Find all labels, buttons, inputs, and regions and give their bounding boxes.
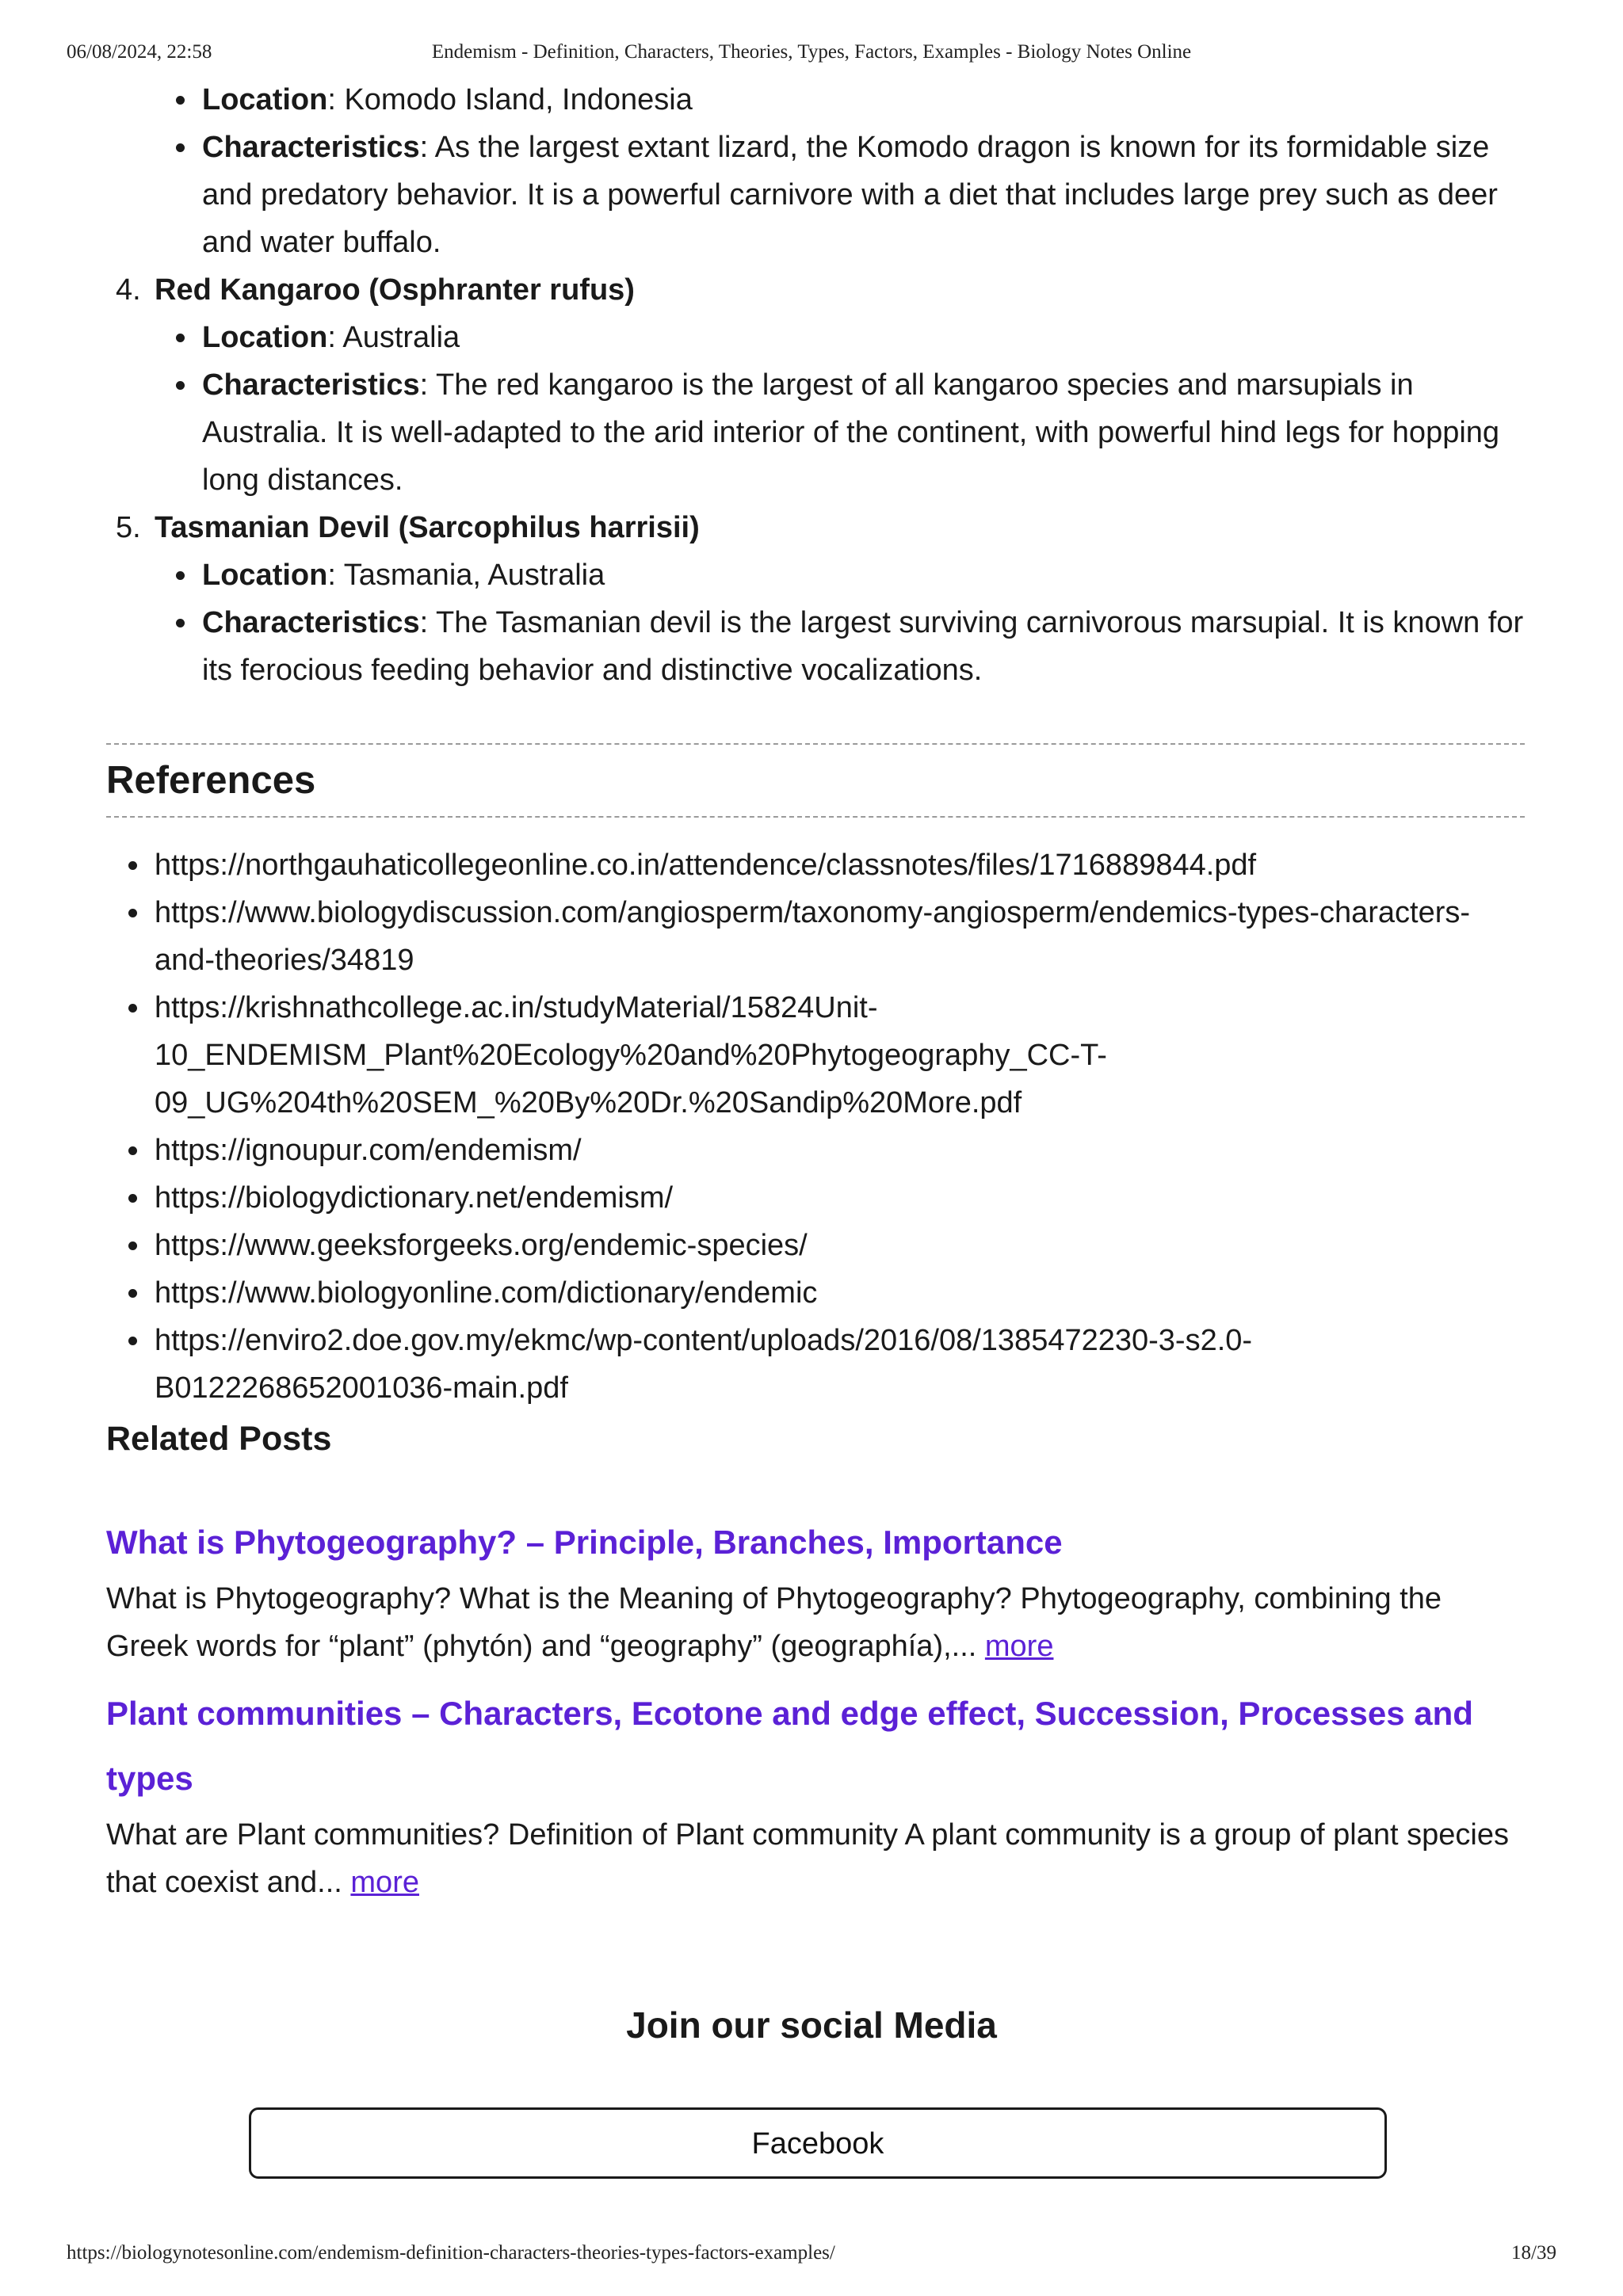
- related-post: [106, 1681, 1525, 1906]
- reference-link[interactable]: https://ignoupur.com/endemism/: [106, 1127, 1525, 1174]
- location-value: : Komodo Island, Indonesia: [327, 83, 693, 116]
- species-characteristics: [106, 361, 1525, 504]
- species-name: Tasmanian Devil (Sarcophilus harrisii): [155, 511, 700, 544]
- more-link[interactable]: more: [350, 1866, 419, 1899]
- related-post-excerpt: [106, 1575, 1525, 1670]
- species-number: 5.: [116, 511, 141, 544]
- related-post-title-link[interactable]: What is Phytogeography? – Principle, Branches, Importance: [106, 1524, 1063, 1561]
- species-characteristics: [106, 599, 1525, 694]
- species-location: [106, 314, 1525, 361]
- social-media-heading: Join our social Media: [626, 2004, 997, 2046]
- reference-link[interactable]: https://www.biologyonline.com/dictionary/endemic: [106, 1269, 1525, 1317]
- excerpt-text: What are Plant communities? Definition of Plant community A plant community is a group of plant species that coexist and...: [106, 1818, 1509, 1899]
- references-section: [106, 743, 1525, 1412]
- species-location: [106, 551, 1525, 599]
- characteristics-label: Characteristics: [202, 131, 420, 164]
- location-label: Location: [202, 559, 328, 592]
- related-posts-heading: Related Posts: [106, 1420, 332, 1458]
- excerpt-text: What is Phytogeography? What is the Meaning of Phytogeography? Phytogeography, combining the Greek words for “plant” (phytón) and “geography” (geographía),...: [106, 1582, 1442, 1663]
- species-item: [106, 266, 1525, 504]
- references-heading: References: [106, 743, 1525, 818]
- print-date: 06/08/2024, 22:58: [67, 41, 212, 63]
- reference-link[interactable]: https://enviro2.doe.gov.my/ekmc/wp-content/uploads/2016/08/1385472230-3-s2.0-B0122268652001036-main.pdf: [106, 1317, 1525, 1412]
- species-details: [155, 314, 1525, 504]
- reference-link[interactable]: https://www.geeksforgeeks.org/endemic-species/: [106, 1222, 1525, 1269]
- location-label: Location: [202, 83, 328, 116]
- characteristics-label: Characteristics: [202, 606, 420, 639]
- characteristics-value: : The red kangaroo is the largest of all kangaroo species and marsupials in Australia. It is well-adapted to the arid interior of the continent, with powerful hind legs for hopping long distances.: [202, 368, 1500, 497]
- related-post-title-link[interactable]: Plant communities – Characters, Ecotone and edge effect, Succession, Processes and types: [106, 1695, 1473, 1797]
- species-details: [155, 551, 1525, 694]
- print-page-title: Endemism - Definition, Characters, Theories, Types, Factors, Examples - Biology Notes Online: [431, 41, 1192, 63]
- print-url: https://biologynotesonline.com/endemism-definition-characters-theories-types-factors-examples/: [67, 2242, 835, 2264]
- species-name: Red Kangaroo (Osphranter rufus): [155, 273, 635, 307]
- reference-link[interactable]: https://krishnathcollege.ac.in/studyMaterial/15824Unit-10_ENDEMISM_Plant%20Ecology%20and%20Phytogeography_CC-T-09_UG%204th%20SEM_%20By%20Dr.%20Sandip%20More.pdf: [106, 984, 1525, 1127]
- page-number: 18/39: [1511, 2242, 1556, 2264]
- location-value: : Tasmania, Australia: [327, 559, 605, 592]
- related-post-excerpt: [106, 1811, 1525, 1906]
- species-list: [106, 76, 1525, 694]
- reference-link[interactable]: https://biologydictionary.net/endemism/: [106, 1174, 1525, 1222]
- characteristics-value: : The Tasmanian devil is the largest surviving carnivorous marsupial. It is known for its ferocious feeding behavior and distinctive vocalizations.: [202, 606, 1524, 687]
- reference-link[interactable]: https://northgauhaticollegeonline.co.in/attendence/classnotes/files/1716889844.pdf: [106, 841, 1525, 889]
- article-content: [106, 76, 1525, 2179]
- location-label: Location: [202, 321, 328, 354]
- related-post: [106, 1510, 1525, 1670]
- print-footer: [67, 2242, 1556, 2266]
- facebook-button[interactable]: Facebook: [249, 2107, 1387, 2179]
- references-list: [106, 841, 1525, 1412]
- species-item: [106, 504, 1525, 694]
- print-header: [67, 41, 1556, 65]
- species-details: [155, 76, 1525, 266]
- characteristics-value: : As the largest extant lizard, the Komodo dragon is known for its formidable size and predatory behavior. It is a powerful carnivore with a diet that includes large prey such as deer and water buffalo.: [202, 131, 1498, 259]
- reference-link[interactable]: https://www.biologydiscussion.com/angiosperm/taxonomy-angiosperm/endemics-types-characters-and-theories/34819: [106, 889, 1525, 984]
- species-location: [106, 76, 1525, 124]
- characteristics-label: Characteristics: [202, 368, 420, 402]
- species-number: 4.: [116, 273, 141, 307]
- species-item-continued: [106, 76, 1525, 266]
- more-link[interactable]: more: [984, 1630, 1054, 1663]
- location-value: : Australia: [327, 321, 460, 354]
- species-characteristics: [106, 124, 1525, 266]
